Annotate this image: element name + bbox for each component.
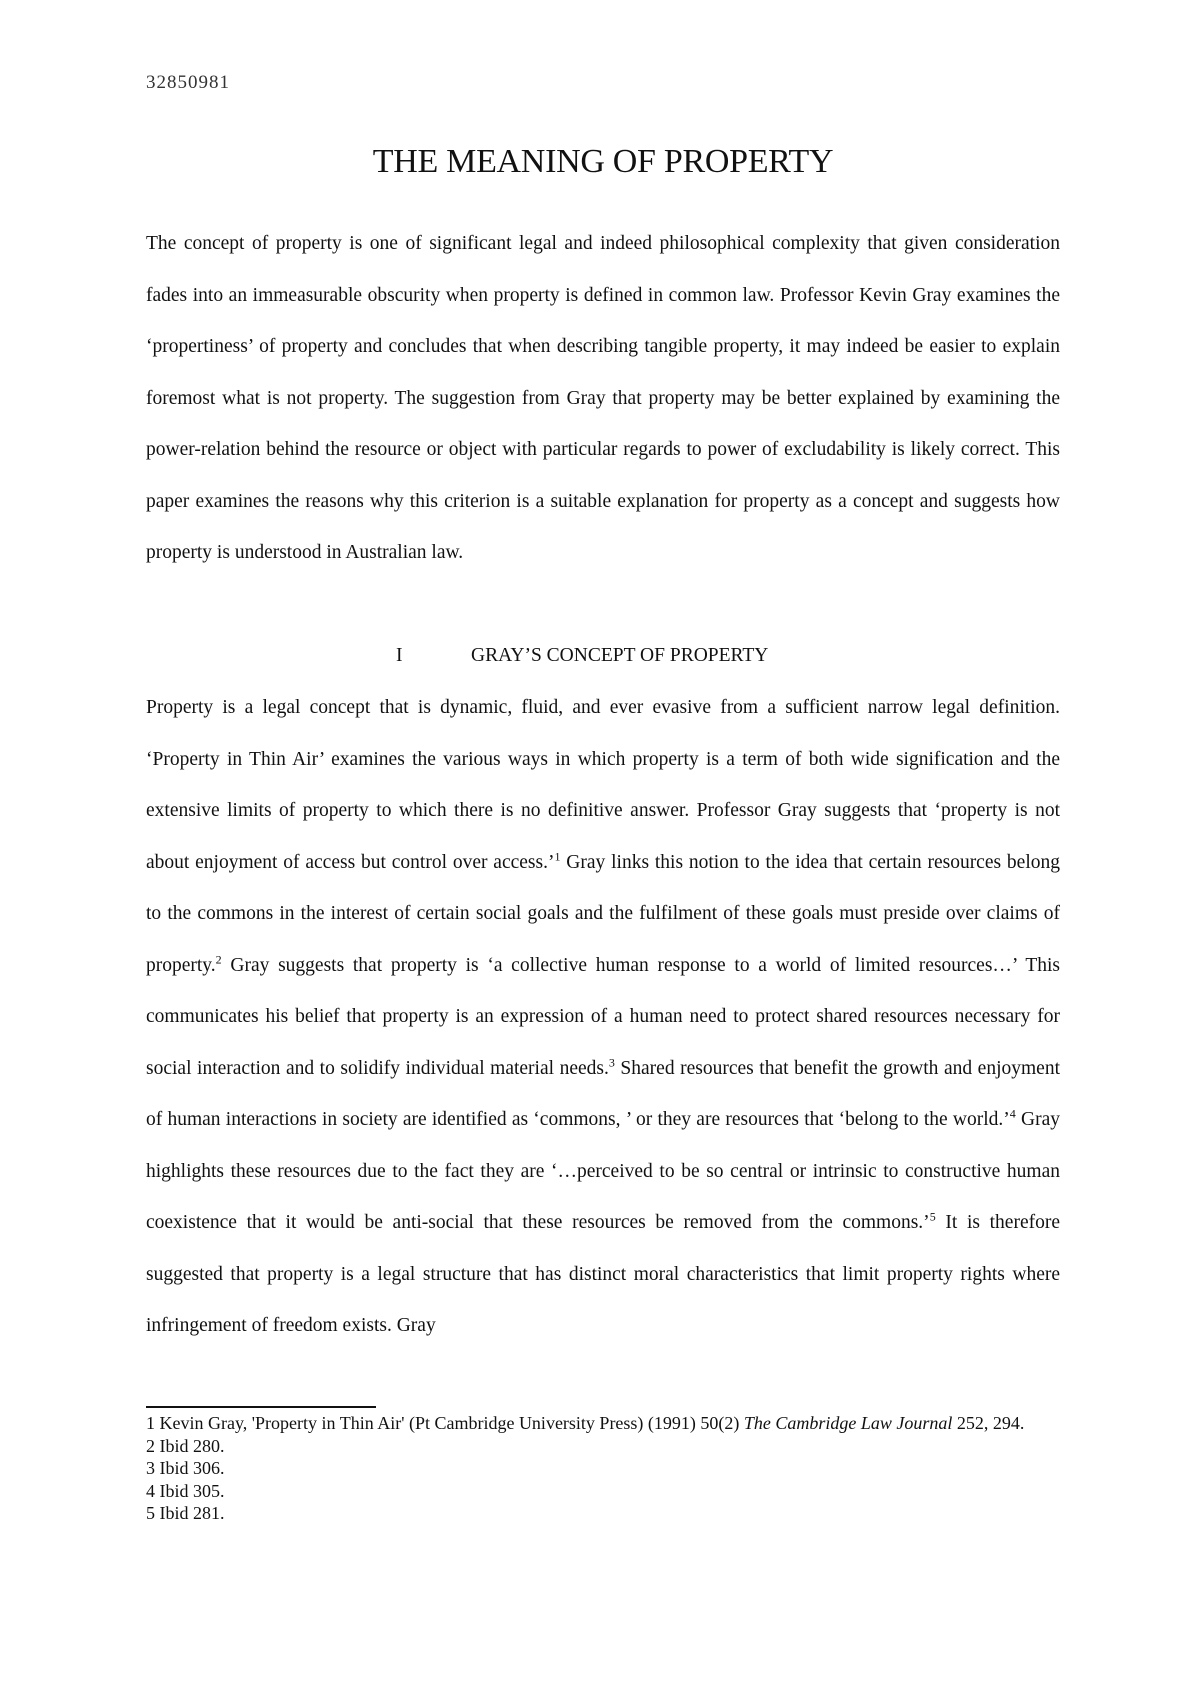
- paragraph-text: Shared resources that benefit the growth and enjoyment of human interactions in society are identified as ‘commons, ’ or they are resources that ‘belong to the world.’: [146, 1057, 1060, 1130]
- paragraph-text: Gray links this notion to the idea that certain resources belong to the commons in the interest of certain social goals and the fulfilment of these goals must preside over claims of property.: [146, 851, 1060, 976]
- footnote-ref-4[interactable]: 4: [1009, 1106, 1016, 1121]
- paragraph-text: Property is a legal concept that is dynamic, fluid, and ever evasive from a sufficient narrow legal definition. ‘Property in Thin Air’ examines the various ways in which property is a term of both wide signification and the extensive limits of property to which there is no definitive answer. Professor Gray suggests that ‘property is not about enjoyment of access but control over access.’: [146, 697, 1060, 873]
- footnote-divider: [146, 1406, 376, 1408]
- page-title: THE MEANING OF PROPERTY: [372, 143, 834, 180]
- footnotes-list: [146, 1412, 1060, 1525]
- section-paragraph: [146, 682, 1060, 1352]
- footnote-2: 2 Ibid 280.: [146, 1435, 225, 1456]
- footnote-4: 4 Ibid 305.: [146, 1480, 225, 1501]
- paragraph-text: Gray suggests that property is ‘a collective human response to a world of limited resources…’ This communicates his belief that property is an expression of a human need to protect shared resources necessary for social interaction and to solidify individual material needs.: [146, 954, 1060, 1079]
- paragraph-text: Gray highlights these resources due to the fact they are ‘…perceived to be so central or intrinsic to constructive human coexistence that it would be anti-social that these resources be removed from the commons.’: [146, 1109, 1060, 1233]
- student-id: 32850981: [146, 72, 230, 93]
- footnote-ref-3[interactable]: 3: [608, 1055, 615, 1069]
- section-title: GRAY’S CONCEPT OF PROPERTY: [471, 645, 769, 666]
- intro-paragraph: The concept of property is one of significant legal and indeed philosophical complexity that given consideration fades into an immeasurable obscurity when property is defined in common law. Professor Kevin Gray examines the ‘propertiness’ of property and concludes that when describing tangible property, it may indeed be easier to explain foremost what is not property. The suggestion from Gray that property may be better explained by examining the power-relation behind the resource or object with particular regards to power of excludability is likely correct. This paper examines the reasons why this criterion is a suitable explanation for property as a concept and suggests how property is understood in Australian law.: [146, 233, 1060, 563]
- footnote-ref-5[interactable]: 5: [929, 1209, 936, 1224]
- paragraph-text: It is therefore suggested that property is a legal structure that has distinct moral characteristics that limit property rights where infringement of freedom exists. Gray: [146, 1212, 1060, 1336]
- section-number: I: [396, 645, 403, 666]
- footnote-ref-1[interactable]: 1: [554, 849, 561, 863]
- footnote-3: 3 Ibid 306.: [146, 1458, 225, 1478]
- footnote-journal: The Cambridge Law Journal: [743, 1413, 953, 1433]
- footnote-ref-2[interactable]: 2: [215, 952, 222, 966]
- footnote-5: 5 Ibid 281.: [146, 1503, 225, 1523]
- footnote-pages: 252, 294.: [952, 1413, 1025, 1433]
- footnote-text: 1 Kevin Gray, 'Property in Thin Air' (Pt Cambridge University Press) (1991) 50(2): [146, 1413, 744, 1433]
- footnote-1: [146, 1412, 1060, 1435]
